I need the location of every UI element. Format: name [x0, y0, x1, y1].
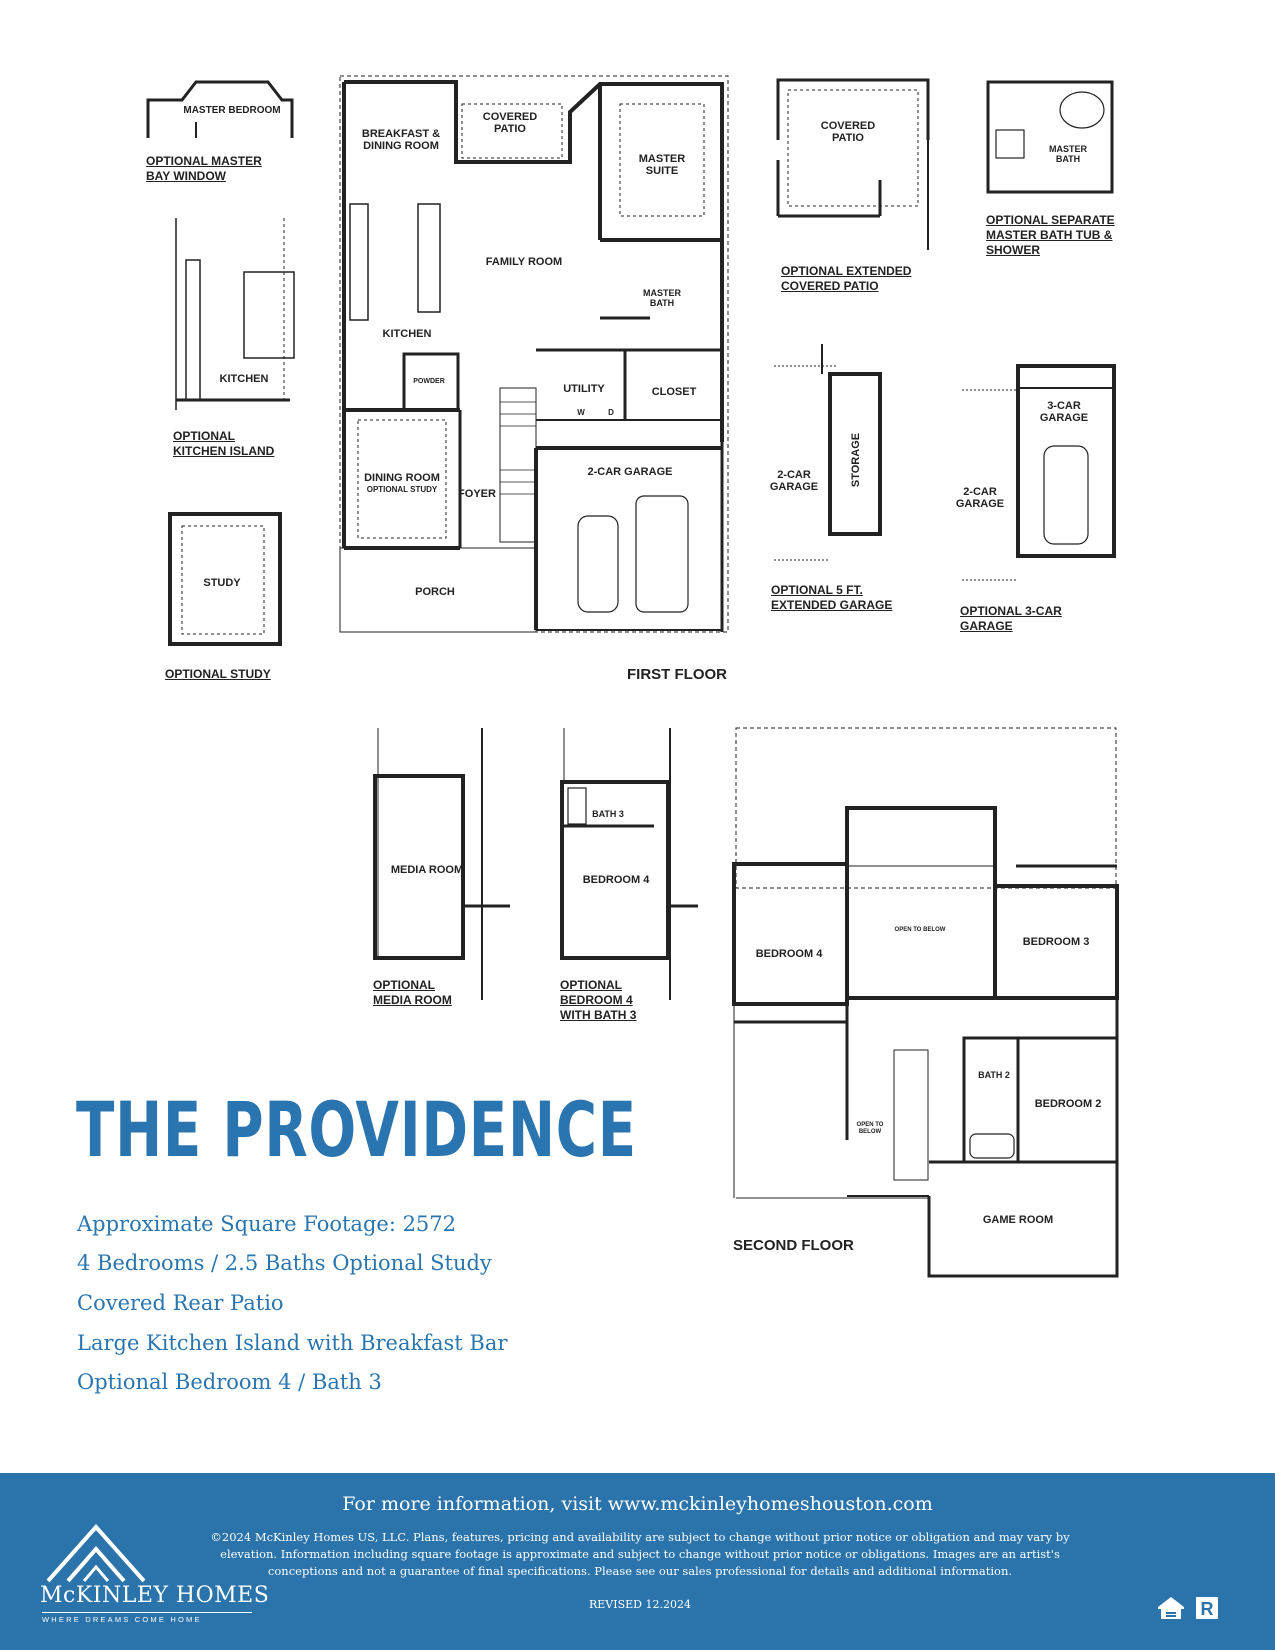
- footer-legal: ©2024 McKinley Homes US, LLC. Plans, features, pricing and availability are subject to change without prior notice or obligation and may vary by elevation. Information including square footage is approximate and subject to change without prior notice or obligations. Images are an artist's conceptions and not a guarantee of final specifications. Please see our sales professional for details and additional information.: [210, 1530, 1070, 1578]
- svg-text:R: R: [1200, 1599, 1214, 1619]
- room-powder: POWDER: [413, 378, 445, 385]
- room-game-room: GAME ROOM: [982, 1214, 1054, 1226]
- realtor-icon: [1194, 1595, 1220, 1623]
- opt-patio-room: COVERED PATIO: [820, 120, 876, 144]
- opt-bay-window-caption: OPTIONAL MASTER BAY WINDOW: [146, 154, 262, 183]
- opt-storage-label: STORAGE: [850, 432, 862, 488]
- brand-tagline: WHERE DREAMS COME HOME: [42, 1615, 202, 1624]
- feature-patio: Covered Rear Patio: [77, 1291, 284, 1315]
- brand-name: McKINLEY HOMES: [40, 1583, 270, 1608]
- room-garage: 2-CAR GARAGE: [587, 466, 673, 478]
- first-floor-title: FIRST FLOOR: [627, 666, 727, 683]
- feature-bedrooms: 4 Bedrooms / 2.5 Baths Optional Study: [77, 1251, 492, 1275]
- room-dining: DINING ROOM: [364, 472, 440, 484]
- footer-banner: [0, 1473, 1275, 1650]
- opt-3car-caption: OPTIONAL 3-CAR GARAGE: [960, 604, 1062, 633]
- footer-revised: REVISED 12.2024: [589, 1598, 691, 1611]
- opt-media-room: MEDIA ROOM: [390, 864, 464, 876]
- room-master-bath: MASTER BATH: [643, 288, 681, 308]
- brand-divider: [42, 1612, 252, 1613]
- feature-sqft: Approximate Square Footage: 2572: [77, 1212, 457, 1236]
- opt-media-caption: OPTIONAL MEDIA ROOM: [373, 978, 452, 1007]
- room-bedroom2: BEDROOM 2: [1034, 1098, 1102, 1110]
- opt-separate-tub-caption: OPTIONAL SEPARATE MASTER BATH TUB & SHOWER: [986, 213, 1115, 257]
- room-bedroom3: BEDROOM 3: [1022, 936, 1090, 948]
- room-foyer: FOYER: [458, 488, 496, 500]
- second-floor-plan: [0, 700, 1275, 1300]
- opt-study-room: STUDY: [203, 577, 241, 589]
- second-floor-title: SECOND FLOOR: [733, 1237, 854, 1254]
- room-breakfast: BREAKFAST & DINING ROOM: [361, 128, 441, 152]
- opt-kitchen-island-caption: OPTIONAL KITCHEN ISLAND: [173, 429, 275, 458]
- feature-optional-bedroom: Optional Bedroom 4 / Bath 3: [77, 1370, 382, 1394]
- opt-bedroom4-room: BEDROOM 4: [582, 874, 650, 886]
- room-utility: UTILITY: [563, 383, 605, 395]
- mckinley-logo-icon: [44, 1523, 154, 1583]
- opt-extended-patio-caption: OPTIONAL EXTENDED COVERED PATIO: [781, 264, 912, 293]
- footer-info: For more information, visit www.mckinleyhomeshouston.com: [342, 1493, 933, 1515]
- room-master-suite: MASTER SUITE: [638, 153, 686, 177]
- equal-housing-icon: [1156, 1595, 1186, 1625]
- room-optional-study: OPTIONAL STUDY: [366, 485, 438, 494]
- opt-kitchen-room: KITCHEN: [219, 373, 269, 385]
- opt-extended-garage-room: 2-CAR GARAGE: [769, 469, 819, 493]
- room-open-to-below-2: OPEN TO BELOW: [856, 1122, 884, 1135]
- opt-extended-garage-caption: OPTIONAL 5 FT. EXTENDED GARAGE: [771, 583, 893, 612]
- opt-3car-room: 3-CAR GARAGE: [1039, 400, 1089, 424]
- room-closet: CLOSET: [651, 386, 697, 398]
- room-bath2: BATH 2: [978, 1070, 1010, 1080]
- room-porch: PORCH: [415, 586, 455, 598]
- opt-3car-small-room: 2-CAR GARAGE: [955, 486, 1005, 510]
- opt-bedroom4-caption: OPTIONAL BEDROOM 4 WITH BATH 3: [560, 978, 637, 1022]
- dryer-label: D: [608, 408, 614, 417]
- washer-label: W: [577, 408, 585, 417]
- room-bedroom4: BEDROOM 4: [755, 948, 823, 960]
- room-open-to-below-1: OPEN TO BELOW: [894, 927, 946, 933]
- opt-bath3-room: BATH 3: [592, 809, 624, 819]
- page-title: THE PROVIDENCE: [76, 1085, 637, 1174]
- opt-master-bedroom-room: MASTER BEDROOM: [183, 105, 281, 116]
- feature-kitchen: Large Kitchen Island with Breakfast Bar: [77, 1331, 508, 1355]
- room-kitchen: KITCHEN: [382, 328, 432, 340]
- opt-study-caption: OPTIONAL STUDY: [165, 667, 271, 681]
- room-covered-patio: COVERED PATIO: [482, 111, 538, 135]
- opt-master-bath-room: MASTER BATH: [1049, 144, 1087, 164]
- right-options-plans: [0, 0, 1275, 650]
- room-family-room: FAMILY ROOM: [485, 256, 563, 268]
